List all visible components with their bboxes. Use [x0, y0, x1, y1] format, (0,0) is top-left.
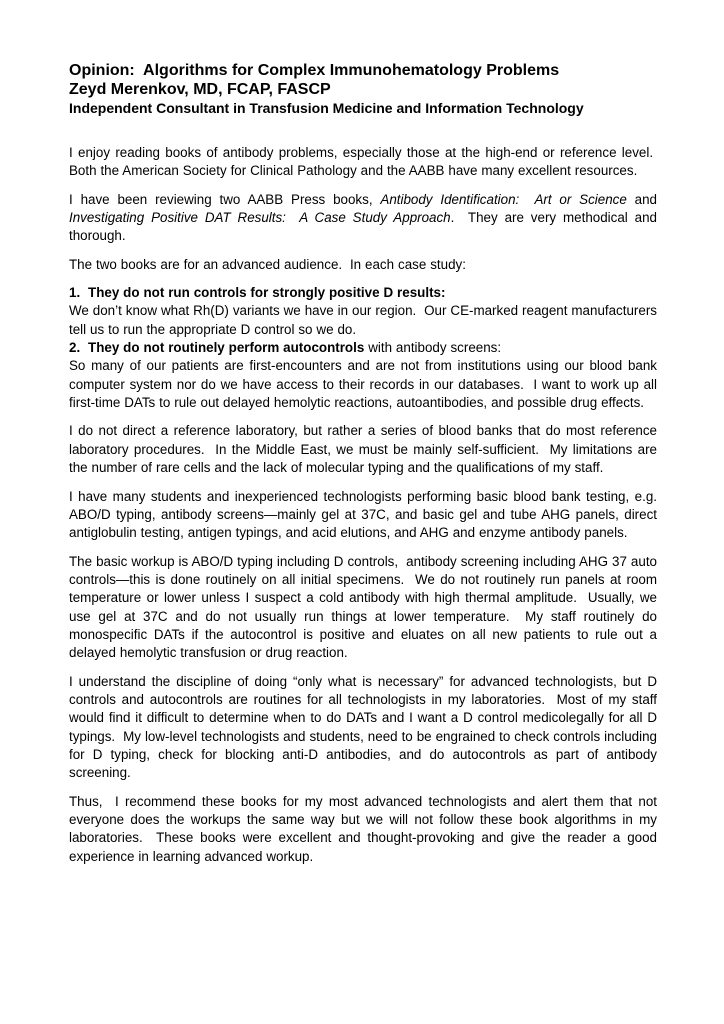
paragraph-reference-lab [69, 422, 657, 477]
text-segment: The two books are for an advanced audience. In each case study: [69, 256, 466, 272]
paragraph-audience-text [69, 256, 657, 274]
paragraph-intro [69, 144, 657, 181]
text-segment: . They are very methodical and thorough. [69, 210, 657, 244]
text-segment: The basic workup is ABO/D typing including D controls, antibody screening including AHG 37 auto controls—this is done routinely on all initial specimens. We do not routinely run panels at room temperature or lower unless I suspect a cold antibody with high thermal amplitude. Usually, we use gel at 37C and do not usually run things at lower temperature. My staff routinely do monospecific DATs if the autocontrol is positive and eluates on all new patients to rule out a delayed hemolytic transfusion or drug reaction. [69, 553, 657, 661]
paragraph-intro-text [69, 144, 657, 181]
text-segment: I have many students and inexperienced technologists performing basic blood bank testing, e.g. ABO/D typing, antibody screens—mainly gel at 37C, and basic gel and tube AHG panels, direct antiglobulin testing, antigen typings, and acid elutions, and AHG and enzyme antibody panels. [69, 488, 657, 541]
text-segment: We don’t know what Rh(D) variants we have in our region. Our CE-marked reagent manufacturers tell us to run the appropriate D control so we do. [69, 303, 657, 337]
text-segment: I do not direct a reference laboratory, but rather a series of blood banks that do most reference laboratory procedures. In the Middle East, we must be mainly self-sufficient. My limitations are the number of rare cells and the lack of molecular typing and the qualifications of my staff. [69, 423, 657, 476]
paragraph-conclusion [69, 793, 657, 866]
document-title: Opinion: Algorithms for Complex Immunohematology Problems [69, 62, 560, 79]
paragraph-students [69, 488, 657, 543]
paragraph-conclusion-text [69, 793, 657, 866]
paragraph-students-text [69, 488, 657, 543]
text-segment: and [626, 191, 658, 207]
text-segment: I have been reviewing two AABB Press books, [69, 191, 381, 207]
paragraph-audience [69, 256, 657, 274]
paragraph-books-reviewed [69, 191, 657, 246]
text-segment: 2. They do not routinely perform autocontrols [69, 340, 365, 356]
text-segment: Antibody Identification: Art or Science [380, 191, 627, 207]
paragraph-discipline-text [69, 673, 657, 783]
document-body [69, 144, 657, 866]
text-segment: with antibody screens: [364, 340, 502, 356]
paragraph-basic-workup-text [69, 553, 657, 663]
paragraph-reference-lab-text [69, 422, 657, 477]
text-segment: I enjoy reading books of antibody problems, especially those at the high-end or reference level. Both the American Society for Clinical Pathology and the AABB have many excellent resources. [69, 145, 657, 179]
document-header [69, 61, 657, 118]
paragraph-books-reviewed-text [69, 191, 657, 246]
paragraph-basic-workup [69, 553, 657, 663]
paragraph-discipline [69, 673, 657, 783]
document-author: Zeyd Merenkov, MD, FCAP, FASCP [69, 81, 331, 98]
numbered-list [69, 284, 657, 412]
document-author-role: Independent Consultant in Transfusion Medicine and Information Technology [69, 100, 584, 116]
list-item-1-heading [69, 284, 657, 302]
list-item-2-heading [69, 339, 657, 357]
text-segment: I understand the discipline of doing “only what is necessary” for advanced technologists, but D controls and autocontrols are routines for all technologists in my laboratories. Most of my staff would find it difficult to determine when to do DATs and I want a D control medicolegally for all D typings. My low-level technologists and students, need to be engrained to check controls including for D typing, check for blocking anti-D antibodies, and do autocontrols as part of antibody screening. [69, 673, 657, 781]
text-segment: Thus, I recommend these books for my most advanced technologists and alert them that not everyone does the workups the same way but we will not follow these book algorithms in my laboratories. These books were excellent and thought-provoking and give the reader a good experience in learning advanced workup. [69, 793, 657, 864]
text-segment: So many of our patients are first-encounters and are not from institutions using our blood bank computer system nor do we have access to their records in our databases. I want to work up all first-time DATs to rule out delayed hemolytic reactions, autoantibodies, and possible drug effects. [69, 358, 657, 411]
list-item-1-body [69, 302, 657, 339]
text-segment: 1. They do not run controls for strongly positive D results: [69, 285, 446, 301]
list-item-2-body [69, 357, 657, 412]
text-segment: Investigating Positive DAT Results: A Case Study Approach [69, 210, 451, 226]
